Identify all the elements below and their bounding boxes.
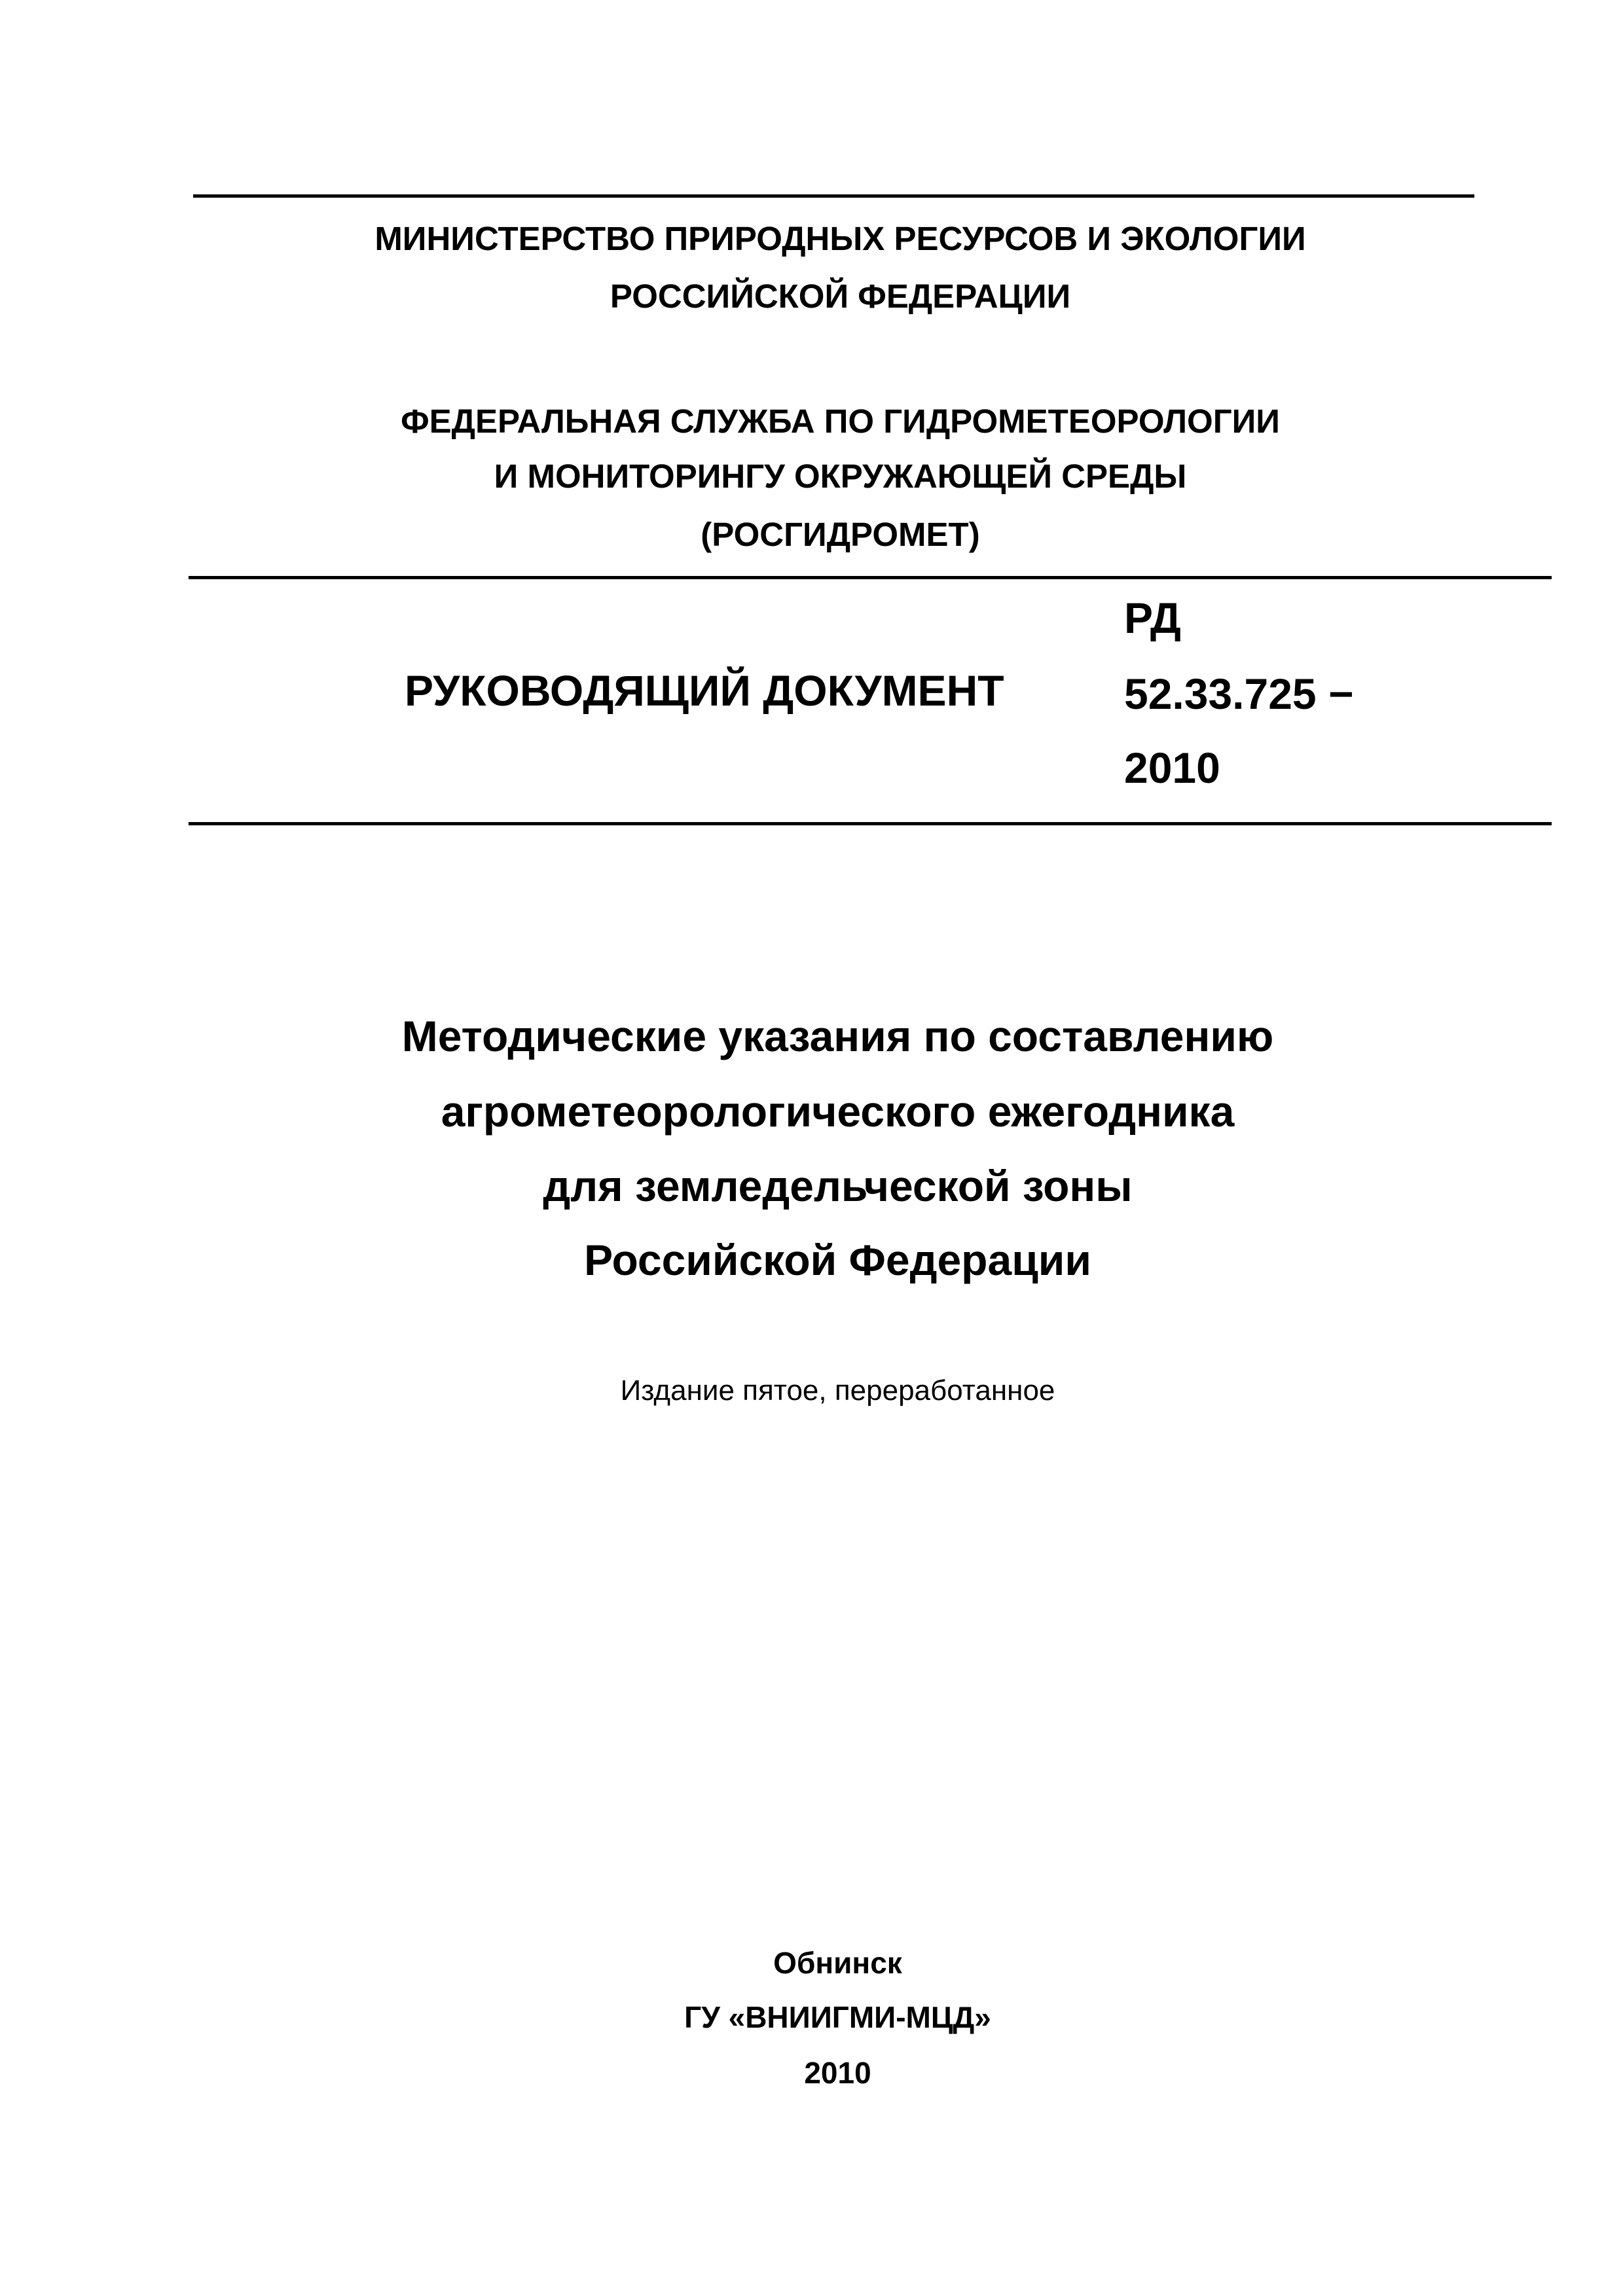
service-name-line-2: И МОНИТОРИНГУ ОКРУЖАЮЩЕЙ СРЕДЫ <box>494 457 1187 495</box>
edition-note: Издание пятое, переработанное <box>620 1374 1055 1407</box>
document-block-bottom-divider <box>189 822 1552 825</box>
document-block-top-divider <box>189 576 1552 579</box>
document-title-line-1: Методические указания по составлению <box>401 1012 1274 1060</box>
ministry-name-line-1: МИНИСТЕРСТВО ПРИРОДНЫХ РЕСУРСОВ И ЭКОЛОГИИ <box>374 220 1306 257</box>
service-name-line-1: ФЕДЕРАЛЬНАЯ СЛУЖБА ПО ГИДРОМЕТЕОРОЛОГИИ <box>401 403 1280 440</box>
imprint-year: 2010 <box>804 2056 871 2090</box>
imprint-city: Обнинск <box>773 1946 902 1980</box>
document-title-line-2: агрометеорологического ежегодника <box>441 1087 1235 1136</box>
top-divider <box>193 194 1474 198</box>
ministry-name-line-2: РОССИЙСКОЙ ФЕДЕРАЦИИ <box>610 278 1071 315</box>
document-title-line-3: для земледельческой зоны <box>543 1162 1133 1210</box>
document-number-line-3: 2010 <box>1124 744 1220 792</box>
service-name-line-3: (РОСГИДРОМЕТ) <box>701 516 980 553</box>
document-number-line-2: 52.33.725 − <box>1124 670 1354 718</box>
document-number-line-1: РД <box>1124 594 1181 642</box>
imprint-publisher: ГУ «ВНИИГМИ-МЦД» <box>684 2000 991 2034</box>
document-type: РУКОВОДЯЩИЙ ДОКУМЕНТ <box>405 666 1004 715</box>
document-title-line-4: Российской Федерации <box>584 1236 1091 1284</box>
